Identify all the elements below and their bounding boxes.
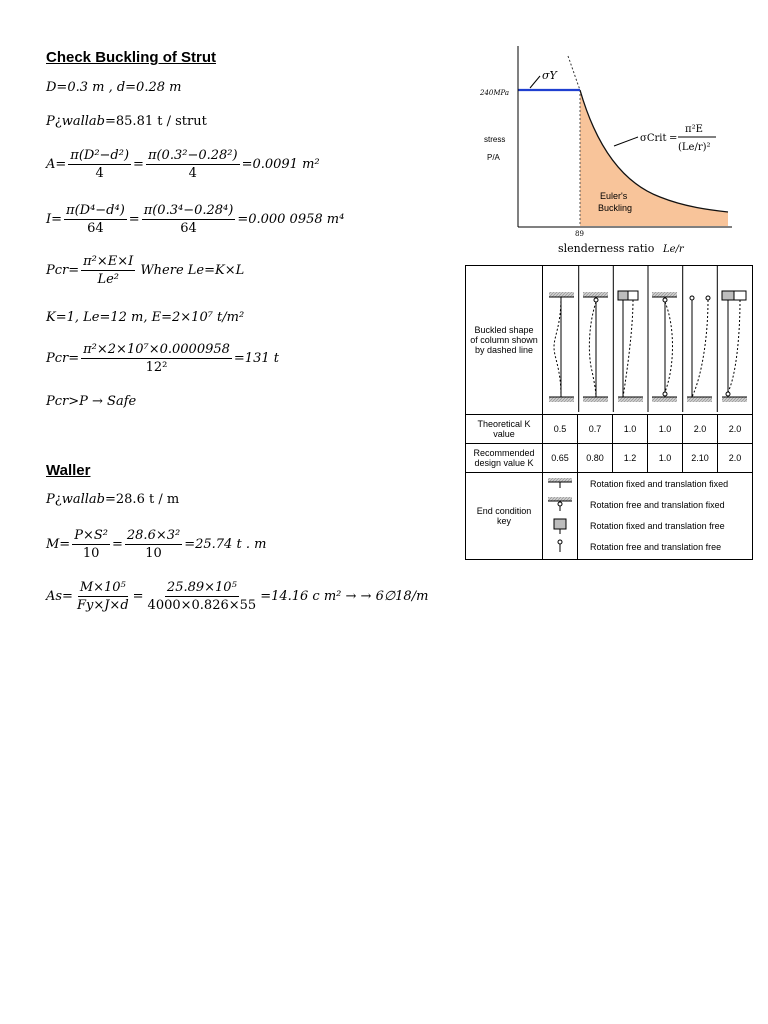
recommended-k-3: 1.2 <box>613 444 648 473</box>
euler-buckling-figure <box>470 42 740 262</box>
theoretical-k-1: 0.5 <box>543 415 578 444</box>
case-sway-pinned <box>722 291 747 402</box>
recommended-k-4: 1.0 <box>648 444 683 473</box>
end-condition-icons <box>543 473 577 557</box>
pcr-formula: Pcr= $\frac{\text{π²×E×I}}{\text{Le²}}$ Where Le=K×L <box>46 254 245 287</box>
recommended-k-1: 0.65 <box>543 444 578 473</box>
x-axis-symbol: Le/r <box>663 244 684 255</box>
buckled-shapes <box>544 266 752 412</box>
safety-check: Pcr>P → Safe <box>46 394 137 409</box>
sigma-y-label: σY <box>542 69 557 82</box>
euler-curve-extension <box>568 56 580 90</box>
case-pinned-pinned <box>652 292 677 402</box>
theoretical-k-4: 1.0 <box>648 415 683 444</box>
effective-length-table <box>465 265 753 560</box>
area-equation: A= $\frac{\text{π(D²−d²)}}{4}$ = $\frac{\text{π(0.3²−0.28²)}}{4}$ =0.0091 m² <box>46 148 320 181</box>
region-label-1: Euler's <box>600 191 628 201</box>
waller-load: P ¿ wallab =28.6 t / m <box>46 492 180 507</box>
key-fixed-fixed: Rotation fixed and translation fixed <box>590 479 729 489</box>
strut-dimensions: D=0.3 m , d=0.28 m <box>46 80 182 95</box>
strut-heading: Check Buckling of Strut <box>46 49 217 66</box>
case-free-top <box>687 296 712 402</box>
end-condition-label: End condition key <box>466 473 543 560</box>
shape-row-label: Buckled shape of column shown by dashed line <box>466 266 543 415</box>
crit-denominator: (Le/r)² <box>678 142 711 153</box>
y-axis-label-pa: P/A <box>487 153 500 162</box>
recommended-k-6: 2.0 <box>718 444 753 473</box>
recommended-k-2: 0.80 <box>578 444 613 473</box>
theoretical-k-label: Theoretical K value <box>466 415 543 444</box>
pcr-calculation: Pcr= $\frac{\text{π²×2×10⁷×0.0000958}}{\text{12²}}$ =131 t <box>46 342 279 375</box>
shape-cell <box>543 266 753 415</box>
crit-numerator: π²E <box>685 124 703 135</box>
crit-label: σCrit <box>640 133 667 144</box>
x-axis-label: slenderness ratio <box>558 242 655 255</box>
case-fixed-sway <box>618 291 643 402</box>
theoretical-k-3: 1.0 <box>613 415 648 444</box>
theoretical-k-2: 0.7 <box>578 415 613 444</box>
strut-load: P ¿ wallab =85.81 t / strut <box>46 114 207 129</box>
crit-pointer <box>614 137 638 146</box>
crit-equals: = <box>669 133 678 144</box>
recommended-k-5: 2.10 <box>683 444 718 473</box>
end-condition-symbols <box>543 473 578 560</box>
case-fixed-pinned <box>583 292 608 402</box>
end-condition-descriptions <box>578 473 753 560</box>
key-free-fixed: Rotation free and translation fixed <box>590 500 725 510</box>
key-fixed-free: Rotation fixed and translation free <box>590 521 725 531</box>
x-tick-89: 89 <box>575 230 584 238</box>
recommended-k-label: Recommended design value K <box>466 444 543 473</box>
steel-area-equation: As= $\frac{\text{M×10⁵}}{Fy\times J\times d}$ = $\frac{\text{25.89×10⁵}}{4000\times 0.826\times 55}$ =14.16 c m² → → 6∅18/m <box>46 580 429 613</box>
y-axis-label-stress: stress <box>484 135 506 144</box>
inertia-equation: I= $\frac{\text{π(D⁴−d⁴)}}{64}$ = $\frac{\text{π(0.3⁴−0.28⁴)}}{64}$ =0.000 0958 m⁴ <box>46 203 345 236</box>
key-free-free: Rotation free and translation free <box>590 542 722 552</box>
stress-value-label: 240MPa <box>480 89 510 97</box>
case-fixed-fixed <box>549 292 574 402</box>
theoretical-k-6: 2.0 <box>718 415 753 444</box>
sigma-y-arrow <box>530 76 540 88</box>
region-label-2: Buckling <box>598 203 633 213</box>
theoretical-k-5: 2.0 <box>683 415 718 444</box>
parameters: K=1, Le=12 m, E=2×10⁷ t/m² <box>46 310 245 325</box>
moment-equation: M= $\frac{\text{P×S²}}{10}$ = $\frac{\text{28.6×3²}}{10}$ =25.74 t . m <box>46 528 267 561</box>
waller-heading: Waller <box>46 462 91 479</box>
